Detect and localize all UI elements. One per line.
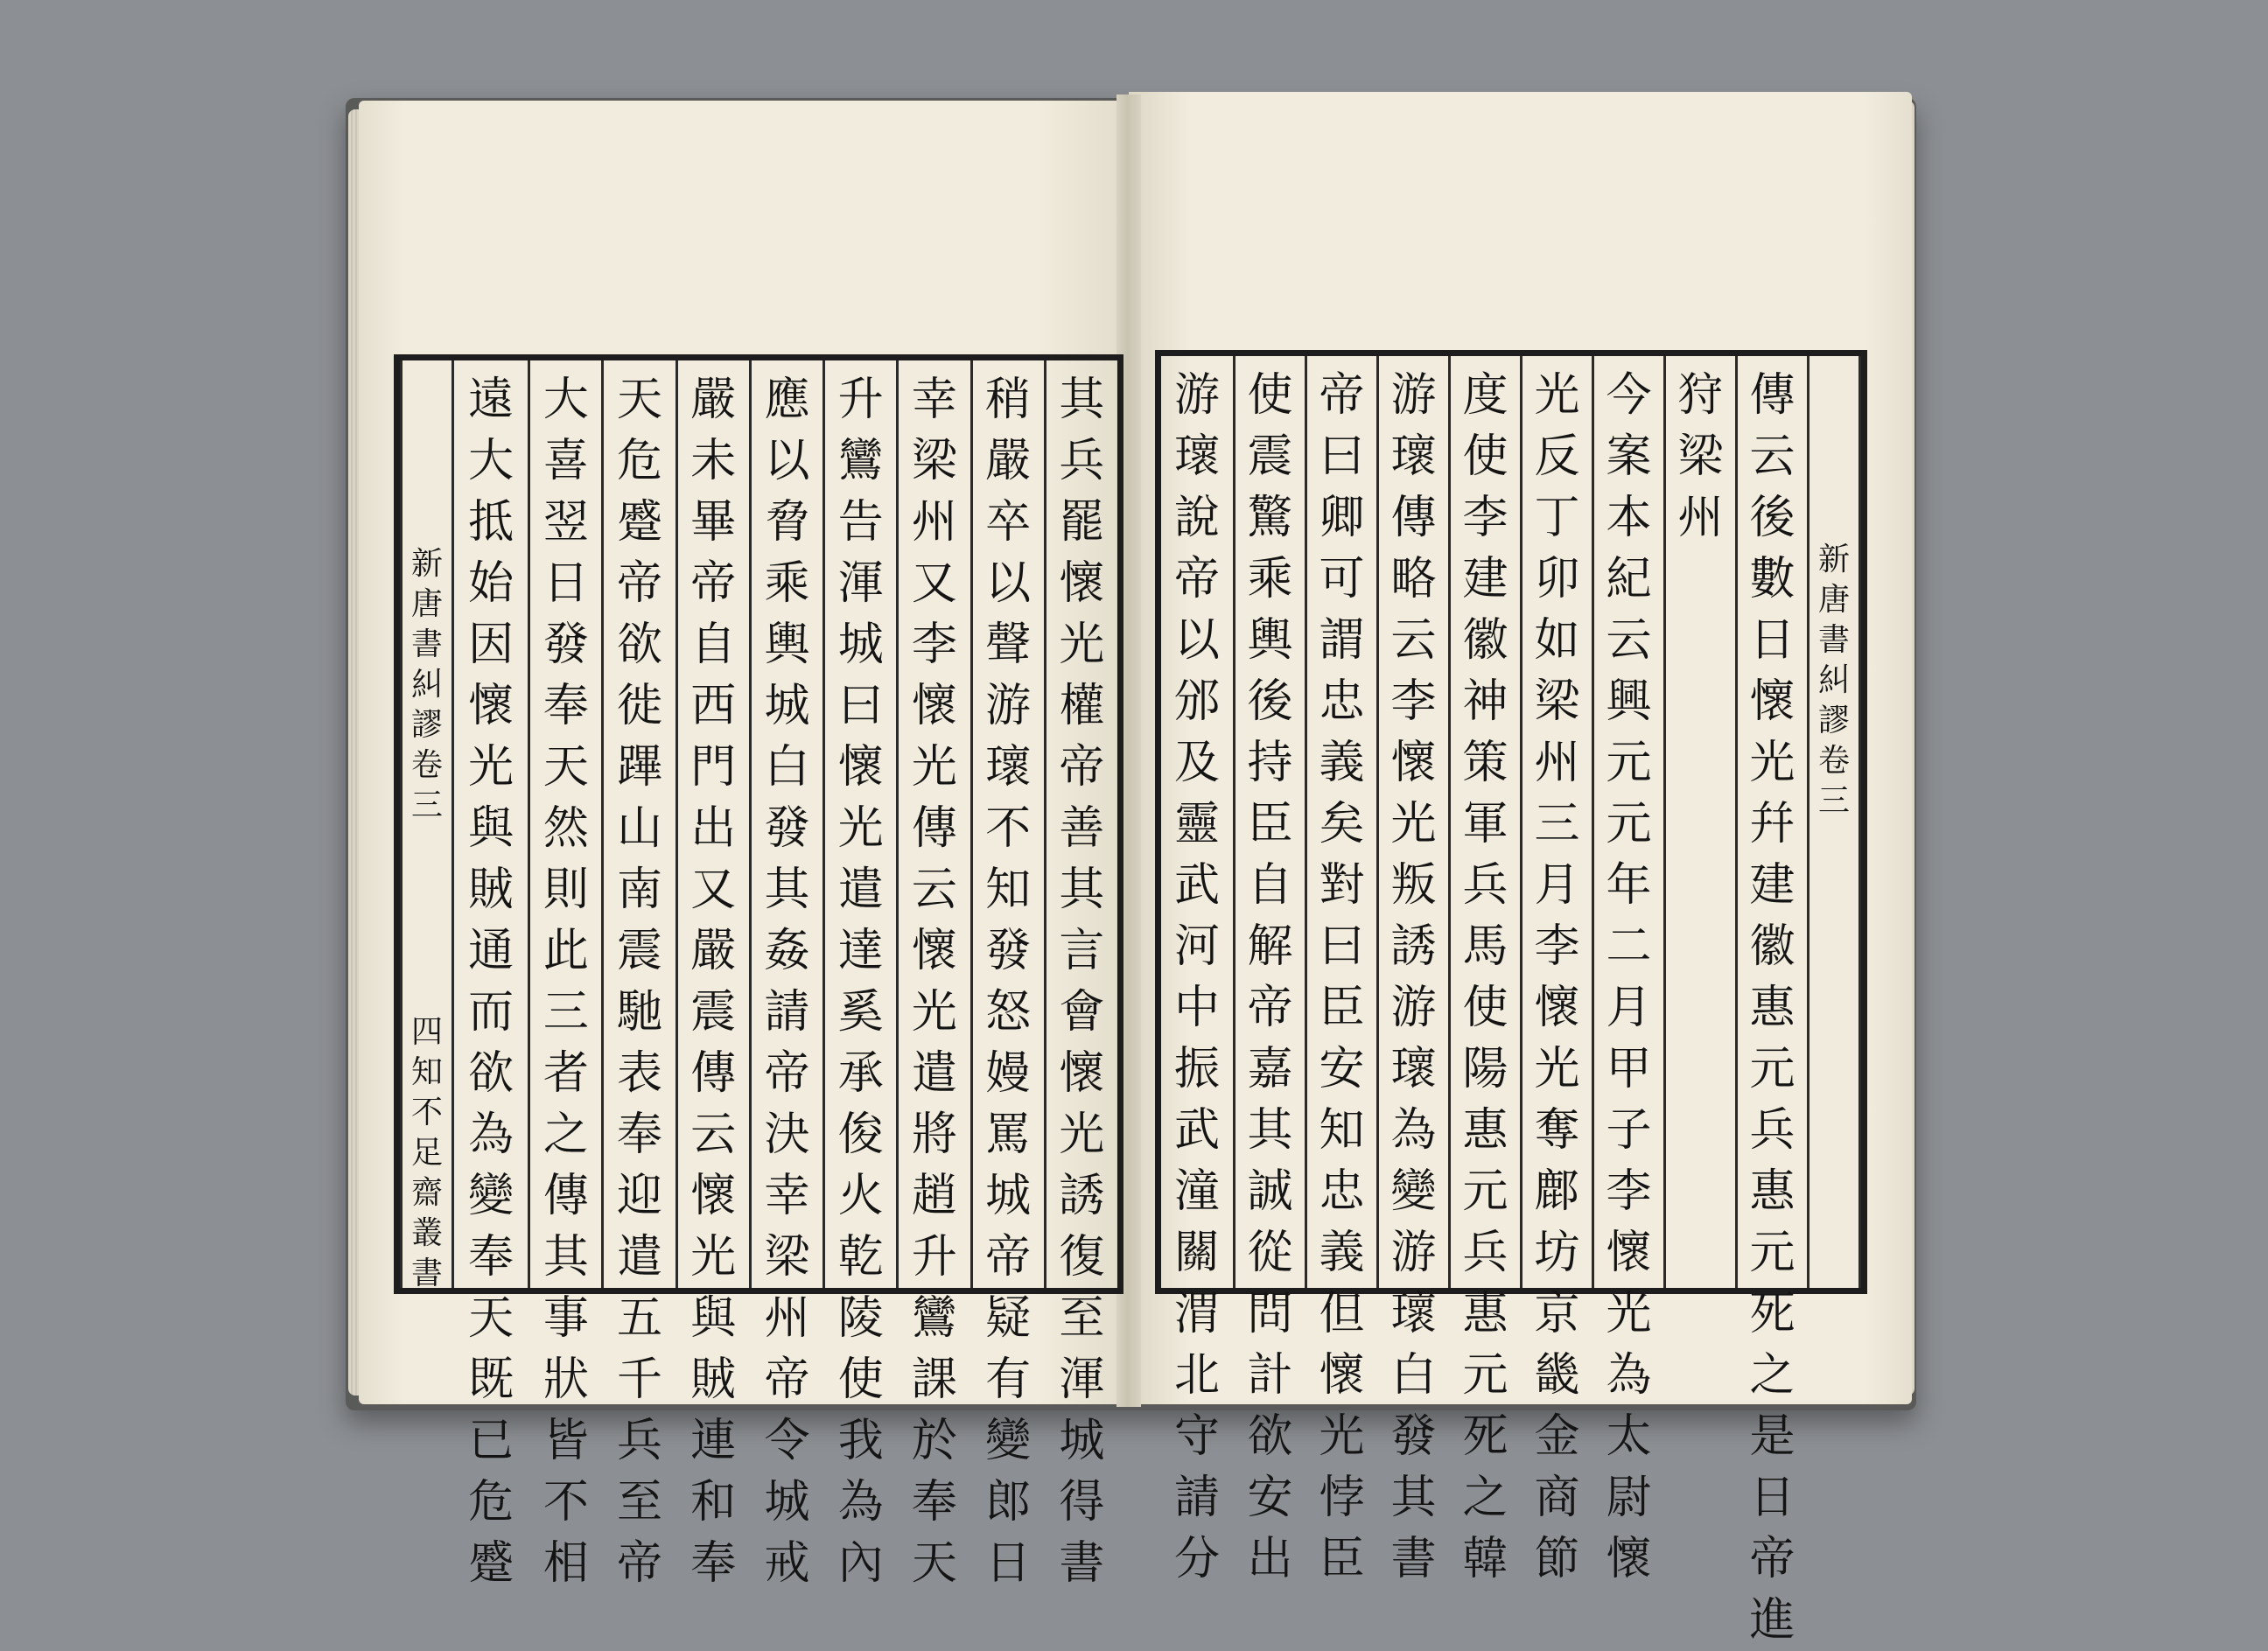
text-column: 游 瓌 傳 略 云 李 懷 光 叛 誘 游 瓌 為 變 游 瓌 白 發 其 書: [1376, 356, 1448, 1288]
left-page-center-column: [400, 360, 454, 1291]
text-column: 狩 梁 州: [1663, 356, 1735, 1288]
text-column: 嚴 未 畢 帝 自 西 門 出 又 嚴 震 傳 云 懷 光 與 賊 連 和 奉: [676, 360, 749, 1288]
text-column: 游 瓌 說 帝 以 邠 及 靈 武 河 中 振 武 潼 關 渭 北 守 請 分: [1173, 369, 1220, 1585]
text-column: 天 危 蹙 帝 欲 徙 蹕 山 南 震 馳 表 奉 迎 遣 五 千 兵 至 帝: [601, 360, 675, 1288]
text-column: 應 以 脅 乘 輿 城 白 發 其 姦 請 帝 決 幸 梁 州 帝 令 城 戒: [749, 360, 822, 1288]
text-column: 今 案 本 紀 云 興 元 元 年 二 月 甲 子 李 懷 光 為 太 尉 懷: [1592, 356, 1663, 1288]
text-column: 度 使 李 建 徽 神 策 軍 兵 馬 使 陽 惠 元 兵 惠 元 死 之 韓: [1448, 356, 1520, 1288]
text-column: 傳 云 後 數 日 懷 光 幷 建 徽 惠 元 兵 惠 元 死 之 是 日 帝 進: [1735, 356, 1807, 1288]
text-column: 幸 梁 州 又 李 懷 光 傳 云 懷 光 遣 將 趙 升 鸞 課 於 奉 天: [896, 360, 970, 1288]
book-title-label: 新 唐 書 糾 謬 卷 三: [1817, 542, 1850, 819]
text-column: 升 鸞 告 渾 城 曰 懷 光 遣 達 奚 承 俊 火 乾 陵 使 我 為 內: [822, 360, 896, 1288]
text-column: 其 兵 罷 懷 光 權 帝 善 其 言 會 懷 光 誘 復 至 渾 城 得 書: [1044, 360, 1117, 1288]
text-column: 帝 曰 卿 可 謂 忠 義 矣 對 曰 臣 安 知 忠 義 但 懷 光 悖 臣: [1305, 356, 1376, 1288]
text-column: 遠 大 抵 始 因 懷 光 與 賊 通 而 欲 為 變 奉 天 既 已 危 蹙: [468, 374, 514, 1590]
text-column: 稍 嚴 卒 以 聲 游 瓌 不 知 發 怒 嫚 罵 城 帝 疑 有 變 郎 日: [970, 360, 1044, 1288]
book-title-label: 新 唐 書 糾 謬 卷 三: [410, 546, 443, 823]
text-column: 光 反 丁 卯 如 梁 州 三 月 李 懷 光 奪 鄜 坊 京 畿 金 商 節: [1520, 356, 1592, 1288]
left-page-text-frame: [394, 354, 1124, 1590]
text-column: 大 喜 翌 日 發 奉 天 然 則 此 三 者 之 傳 其 事 狀 皆 不 相: [528, 360, 601, 1288]
publisher-label: 四 知 不 足 齋 叢 書: [410, 1014, 443, 1291]
right-page-text-frame: [1155, 350, 1867, 1647]
text-column: 使 震 驚 乘 輿 後 持 臣 自 解 帝 嘉 其 誠 從 問 計 欲 安 出: [1233, 356, 1305, 1288]
right-page-center-column: [1807, 356, 1861, 1288]
